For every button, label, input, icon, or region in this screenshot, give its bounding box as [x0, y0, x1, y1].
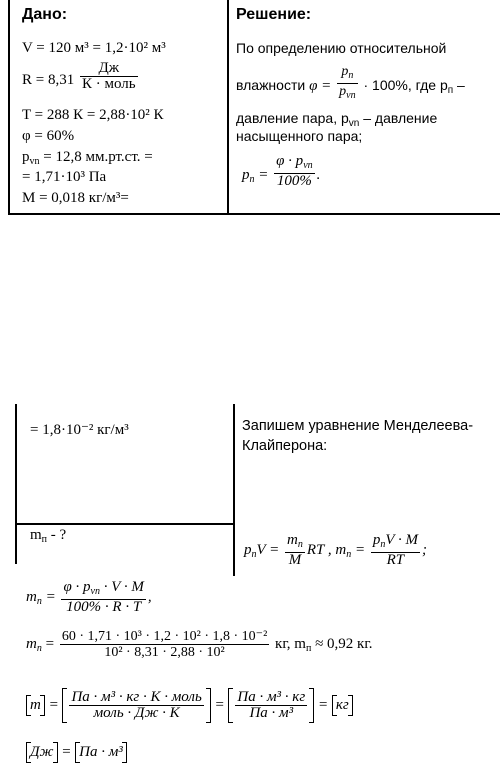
table-left-border	[8, 0, 10, 215]
solution-line-2: влажности φ = $\frac{p_п}{p_{vn}}$ · 100%, где $p_п$ –	[236, 64, 465, 101]
bottom-column-divider	[233, 404, 235, 576]
given-temperature: T = 288 К = 2,88·10² К	[22, 107, 164, 123]
mendeleev-line-2: Клайперона:	[242, 438, 328, 454]
mendeleev-equation: $p_пV$ = $\frac{m_п}{M}$ RT , $m_п$ = $\frac{p_пV \cdot M}{RT}$ ;	[244, 532, 427, 568]
given-gas-constant: R = 8,31 $\frac{Дж}{\text{К · моль}}$	[22, 60, 136, 92]
bottom-left-border	[15, 404, 17, 564]
mass-calculation: $m_п$ = $\frac{\text{60 · 1,71 · 10³ · 1,2 · 10² · 1,8 · 10⁻²}}{\text{10² · 8,31 · 2,88 · 10²}}$ кг, $m_п \approx 0,92$ кг.	[26, 629, 373, 660]
given-humidity: φ = 60%	[22, 128, 75, 144]
humidity-fraction: $\frac{p_п}{p_{vn}}$	[339, 64, 356, 101]
given-heading: Дано:	[22, 6, 68, 23]
given-volume: V = 120 м³ = 1,2·10² м³	[22, 40, 166, 56]
given-density: = 1,8·10⁻² кг/м³	[30, 422, 129, 438]
solution-line-1: По определению относительной	[236, 40, 447, 56]
unknown-mass: $m_п$ - ?	[30, 527, 67, 545]
partial-pressure-formula: $p_п$ = $\frac{\varphi \cdot p_{vn}}{100\%}$ .	[242, 153, 321, 189]
solution-heading: Решение:	[236, 6, 312, 23]
unit-check: m = $\frac{\text{Па · м³ · кг · К · моль}}{\text{моль · Дж · К}}$ = $\frac{\text{Па · м³ · кг}}{\text{Па · м³}}$ = кг	[26, 690, 353, 721]
solution-line-4: насыщенного пара;	[236, 128, 363, 144]
given-saturated-pressure-pa: = 1,71·10³ Па	[22, 169, 107, 185]
given-separator	[15, 523, 234, 525]
joule-unit: Дж = Па · м³	[26, 744, 127, 761]
solution-line-3: давление пара, $p_{vn}$ – давление	[236, 110, 438, 129]
column-divider	[227, 0, 229, 215]
mass-formula: $m_п$ = $\frac{\varphi \cdot p_{vn} \cdot V \cdot M}{100\% \cdot R \cdot T}$ ,	[26, 579, 152, 615]
gas-constant-unit: $\frac{Дж}{\text{К · моль}}$	[81, 60, 136, 92]
mendeleev-line-1: Запишем уравнение Менделеева-	[242, 418, 474, 434]
table-bottom-border	[8, 213, 500, 215]
given-saturated-pressure: $p_{vn} = 12,8$ мм.рт.ст. =	[22, 149, 153, 167]
given-molar-mass: M = 0,018 кг/м³=	[22, 190, 129, 206]
